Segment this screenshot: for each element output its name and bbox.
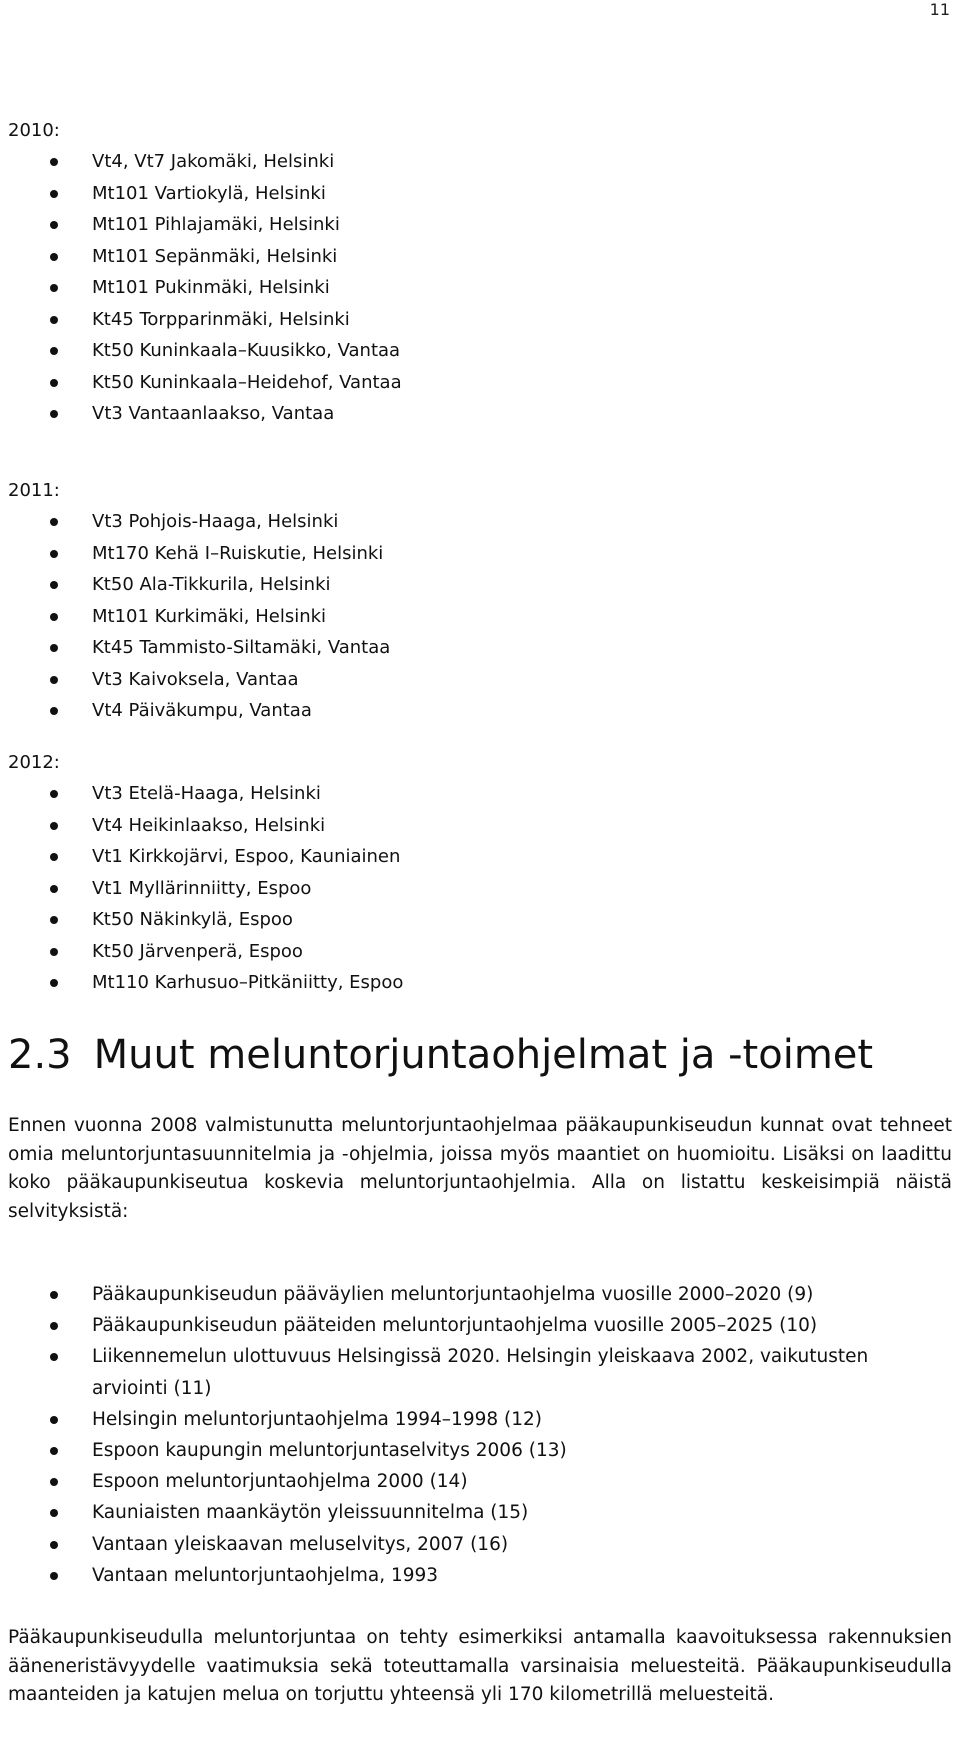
- list-item: Vt4 Heikinlaakso, Helsinki: [0, 810, 945, 842]
- list-item: Espoon meluntorjuntaohjelma 2000 (14): [0, 1466, 945, 1497]
- list-item: Kt45 Tammisto-Siltamäki, Vantaa: [0, 632, 945, 664]
- intro-paragraph: Ennen vuonna 2008 valmistunutta meluntorjuntaohjelmaa pääkaupunkiseudun kunnat ovat tehneet omia meluntorjuntasuunnitelmia ja -ohjelmia, joissa myös maantiet on huomioitu. Lisäksi on laadittu koko pääkaupunkiseutua koskevia meluntorjuntaohjelmia. Alla on listattu keskeisimpiä näistä selvityksistä:: [8, 1115, 952, 1222]
- list-item: Kauniaisten maankäytön yleissuunnitelma (15): [0, 1497, 945, 1528]
- page-number: 11: [929, 0, 950, 19]
- reference-list: [0, 1279, 945, 1591]
- list-item: Mt101 Sepänmäki, Helsinki: [0, 241, 945, 273]
- list-item: Kt50 Järvenperä, Espoo: [0, 936, 945, 968]
- year-label-2011: 2011:: [8, 480, 60, 501]
- list-item: Kt50 Ala-Tikkurila, Helsinki: [0, 569, 945, 601]
- list-item: Vt3 Etelä-Haaga, Helsinki: [0, 778, 945, 810]
- list-item: Kt50 Kuninkaala–Kuusikko, Vantaa: [0, 335, 945, 367]
- list-item: Vt1 Myllärinniitty, Espoo: [0, 873, 945, 905]
- list-2010: [0, 146, 945, 430]
- list-item: Vt3 Kaivoksela, Vantaa: [0, 664, 945, 696]
- list-item: Mt170 Kehä I–Ruiskutie, Helsinki: [0, 538, 945, 570]
- list-2012: [0, 778, 945, 999]
- list-item: Mt101 Pukinmäki, Helsinki: [0, 272, 945, 304]
- section-number: 2.3: [8, 1032, 72, 1078]
- list-item: Vantaan meluntorjuntaohjelma, 1993: [0, 1560, 945, 1591]
- list-item: Liikennemelun ulottuvuus Helsingissä 2020. Helsingin yleiskaava 2002, vaikutusten arviointi (11): [0, 1341, 945, 1403]
- list-item: Espoon kaupungin meluntorjuntaselvitys 2006 (13): [0, 1435, 945, 1466]
- list-item: Pääkaupunkiseudun pääväylien meluntorjuntaohjelma vuosille 2000–2020 (9): [0, 1279, 945, 1310]
- section-heading: [8, 1030, 873, 1080]
- list-item: Vt3 Pohjois-Haaga, Helsinki: [0, 506, 945, 538]
- list-item: Mt101 Kurkimäki, Helsinki: [0, 601, 945, 633]
- list-item: Mt110 Karhusuo–Pitkäniitty, Espoo: [0, 967, 945, 999]
- list-item: Helsingin meluntorjuntaohjelma 1994–1998 (12): [0, 1404, 945, 1435]
- list-item: Vt3 Vantaanlaakso, Vantaa: [0, 398, 945, 430]
- list-item: Mt101 Vartiokylä, Helsinki: [0, 178, 945, 210]
- list-item: Vt4 Päiväkumpu, Vantaa: [0, 695, 945, 727]
- year-label-2010: 2010:: [8, 120, 60, 141]
- list-item: Kt50 Näkinkylä, Espoo: [0, 904, 945, 936]
- section-title: Muut meluntorjuntaohjelmat ja -toimet: [93, 1032, 874, 1078]
- list-item: Vantaan yleiskaavan meluselvitys, 2007 (16): [0, 1529, 945, 1560]
- list-2011: [0, 506, 945, 727]
- list-item: Kt50 Kuninkaala–Heidehof, Vantaa: [0, 367, 945, 399]
- list-item: Mt101 Pihlajamäki, Helsinki: [0, 209, 945, 241]
- closing-paragraph: Pääkaupunkiseudulla meluntorjuntaa on tehty esimerkiksi antamalla kaavoituksessa rakennuksien ääneneristävyydelle vaatimuksia sekä toteuttamalla varsinaisia meluesteitä. Pääkaupunkiseudulla maanteiden ja katujen melua on torjuttu yhteensä yli 170 kilometrillä meluesteitä.: [8, 1627, 952, 1705]
- year-label-2012: 2012:: [8, 752, 60, 773]
- list-item: Kt45 Torpparinmäki, Helsinki: [0, 304, 945, 336]
- list-item: Vt1 Kirkkojärvi, Espoo, Kauniainen: [0, 841, 945, 873]
- list-item: Pääkaupunkiseudun pääteiden meluntorjuntaohjelma vuosille 2005–2025 (10): [0, 1310, 945, 1341]
- list-item: Vt4, Vt7 Jakomäki, Helsinki: [0, 146, 945, 178]
